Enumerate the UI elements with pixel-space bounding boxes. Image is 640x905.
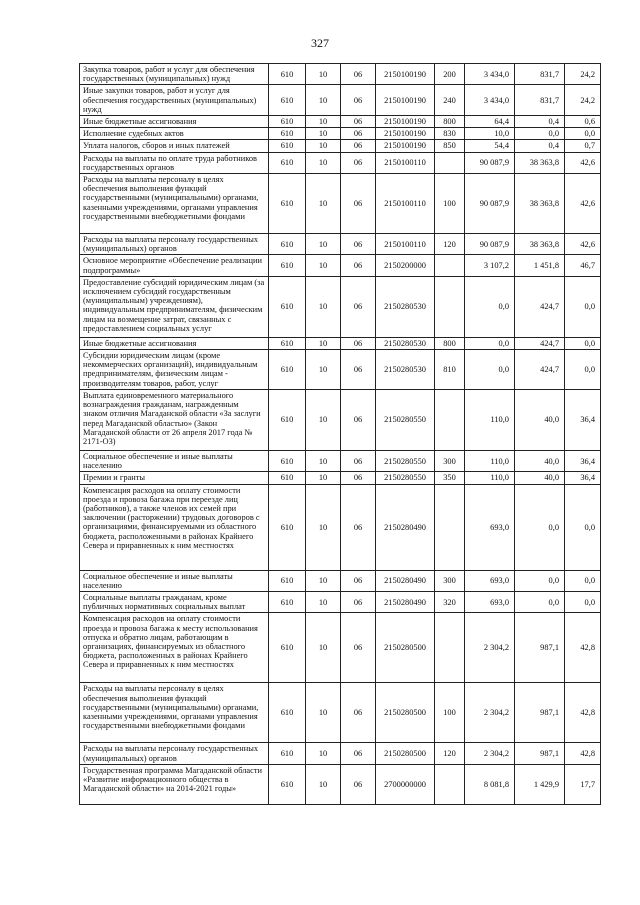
cell-percent: 24,2 xyxy=(565,64,601,85)
cell-percent: 0,0 xyxy=(565,484,601,570)
cell-ministry-code: 610 xyxy=(269,337,306,349)
cell-subsection: 06 xyxy=(341,255,376,276)
table-row xyxy=(80,451,601,472)
table-row xyxy=(80,472,601,484)
cell-executed: 1 451,8 xyxy=(515,255,565,276)
cell-target-article: 2150280530 xyxy=(376,350,435,390)
cell-ministry-code: 610 xyxy=(269,592,306,613)
cell-expense-type: 320 xyxy=(435,592,465,613)
cell-target-article: 2150100190 xyxy=(376,140,435,152)
cell-ministry-code: 610 xyxy=(269,85,306,116)
cell-target-article: 2150280550 xyxy=(376,390,435,451)
cell-ministry-code: 610 xyxy=(269,683,306,743)
cell-subsection: 06 xyxy=(341,234,376,255)
cell-name: Расходы на выплаты персоналу в целях обеспечения выполнения функций государственными (муниципальными) органами, казенными учреждениями, органами управления государственными внебюджетными фондами xyxy=(80,683,269,743)
cell-percent: 42,6 xyxy=(565,152,601,173)
cell-expense-type xyxy=(435,255,465,276)
cell-subsection: 06 xyxy=(341,174,376,234)
cell-section: 10 xyxy=(306,472,341,484)
cell-planned: 3 434,0 xyxy=(465,85,515,116)
cell-target-article: 2150100110 xyxy=(376,234,435,255)
cell-subsection: 06 xyxy=(341,337,376,349)
cell-subsection: 06 xyxy=(341,613,376,683)
cell-target-article: 2150100190 xyxy=(376,85,435,116)
cell-ministry-code: 610 xyxy=(269,128,306,140)
cell-ministry-code: 610 xyxy=(269,484,306,570)
cell-name: Компенсация расходов на оплату стоимости проезда и провоза багажа к месту использования отпуска и обратно лицам, работающим в организациях, финансируемых из областного бюджета, расположенных в районах Крайнего Севера и приравненных к ним местностях xyxy=(80,613,269,683)
cell-name: Предоставление субсидий юридическим лицам (за исключением субсидий государственным (муниципальным) учреждениям), индивидуальным предпринимателям, физическим лицам на возмещение затрат, связанных с предоставлением социальных услуг xyxy=(80,276,269,337)
cell-name: Иные закупки товаров, работ и услуг для обеспечения государственных (муниципальных) нужд xyxy=(80,85,269,116)
cell-target-article: 2150280490 xyxy=(376,592,435,613)
cell-executed: 1 429,9 xyxy=(515,764,565,804)
cell-name: Иные бюджетные ассигнования xyxy=(80,116,269,128)
cell-section: 10 xyxy=(306,337,341,349)
cell-section: 10 xyxy=(306,85,341,116)
cell-name: Социальные выплаты гражданам, кроме публичных нормативных социальных выплат xyxy=(80,592,269,613)
cell-executed: 0,4 xyxy=(515,140,565,152)
cell-executed: 40,0 xyxy=(515,390,565,451)
cell-ministry-code: 610 xyxy=(269,570,306,591)
cell-executed: 38 363,8 xyxy=(515,174,565,234)
cell-expense-type: 800 xyxy=(435,337,465,349)
cell-target-article: 2150280530 xyxy=(376,276,435,337)
cell-section: 10 xyxy=(306,484,341,570)
table-row xyxy=(80,613,601,683)
cell-expense-type xyxy=(435,276,465,337)
cell-percent: 42,8 xyxy=(565,683,601,743)
cell-expense-type: 800 xyxy=(435,116,465,128)
cell-planned: 3 434,0 xyxy=(465,64,515,85)
cell-subsection: 06 xyxy=(341,152,376,173)
cell-ministry-code: 610 xyxy=(269,276,306,337)
cell-target-article: 2150280550 xyxy=(376,451,435,472)
cell-name: Компенсация расходов на оплату стоимости проезда и провоза багажа при переезде лиц (работников), а также членов их семей при заключении (расторжении) трудовых договоров с организациями, финансируемыми из областного бюджета, расположенными в районах Крайнего Севера и приравненных к ним местностях xyxy=(80,484,269,570)
cell-expense-type: 120 xyxy=(435,743,465,764)
cell-percent: 36,4 xyxy=(565,390,601,451)
cell-executed: 0,0 xyxy=(515,128,565,140)
cell-planned: 2 304,2 xyxy=(465,613,515,683)
cell-subsection: 06 xyxy=(341,390,376,451)
cell-executed: 424,7 xyxy=(515,337,565,349)
cell-target-article: 2150200000 xyxy=(376,255,435,276)
cell-percent: 0,0 xyxy=(565,570,601,591)
cell-executed: 424,7 xyxy=(515,350,565,390)
table-row xyxy=(80,592,601,613)
table-row xyxy=(80,743,601,764)
cell-expense-type: 100 xyxy=(435,174,465,234)
cell-section: 10 xyxy=(306,276,341,337)
cell-subsection: 06 xyxy=(341,276,376,337)
cell-ministry-code: 610 xyxy=(269,116,306,128)
cell-name: Премии и гранты xyxy=(80,472,269,484)
cell-target-article: 2150280550 xyxy=(376,472,435,484)
cell-name: Расходы на выплаты по оплате труда работников государственных органов xyxy=(80,152,269,173)
cell-planned: 90 087,9 xyxy=(465,234,515,255)
cell-ministry-code: 610 xyxy=(269,152,306,173)
cell-expense-type xyxy=(435,484,465,570)
table-row xyxy=(80,234,601,255)
cell-planned: 0,0 xyxy=(465,350,515,390)
cell-section: 10 xyxy=(306,255,341,276)
cell-name: Расходы на выплаты персоналу государственных (муниципальных) органов xyxy=(80,743,269,764)
cell-ministry-code: 610 xyxy=(269,234,306,255)
cell-target-article: 2700000000 xyxy=(376,764,435,804)
cell-name: Социальное обеспечение и иные выплаты населению xyxy=(80,570,269,591)
cell-name: Иные бюджетные ассигнования xyxy=(80,337,269,349)
cell-expense-type: 810 xyxy=(435,350,465,390)
cell-executed: 0,0 xyxy=(515,570,565,591)
cell-planned: 10,0 xyxy=(465,128,515,140)
cell-subsection: 06 xyxy=(341,592,376,613)
cell-percent: 0,0 xyxy=(565,592,601,613)
cell-executed: 38 363,8 xyxy=(515,234,565,255)
cell-percent: 0,0 xyxy=(565,128,601,140)
cell-planned: 693,0 xyxy=(465,570,515,591)
cell-ministry-code: 610 xyxy=(269,255,306,276)
cell-expense-type: 300 xyxy=(435,570,465,591)
cell-section: 10 xyxy=(306,683,341,743)
cell-planned: 90 087,9 xyxy=(465,174,515,234)
cell-executed: 38 363,8 xyxy=(515,152,565,173)
table-row xyxy=(80,683,601,743)
cell-ministry-code: 610 xyxy=(269,613,306,683)
cell-expense-type: 350 xyxy=(435,472,465,484)
cell-ministry-code: 610 xyxy=(269,350,306,390)
cell-executed: 0,4 xyxy=(515,116,565,128)
table-row xyxy=(80,128,601,140)
cell-target-article: 2150280500 xyxy=(376,743,435,764)
cell-planned: 8 081,8 xyxy=(465,764,515,804)
cell-section: 10 xyxy=(306,128,341,140)
cell-ministry-code: 610 xyxy=(269,743,306,764)
table-row xyxy=(80,255,601,276)
table-row xyxy=(80,570,601,591)
cell-executed: 0,0 xyxy=(515,592,565,613)
cell-expense-type xyxy=(435,764,465,804)
cell-subsection: 06 xyxy=(341,350,376,390)
cell-ministry-code: 610 xyxy=(269,472,306,484)
cell-subsection: 06 xyxy=(341,764,376,804)
cell-percent: 0,0 xyxy=(565,350,601,390)
cell-name: Социальное обеспечение и иные выплаты населению xyxy=(80,451,269,472)
cell-executed: 424,7 xyxy=(515,276,565,337)
cell-subsection: 06 xyxy=(341,484,376,570)
cell-section: 10 xyxy=(306,116,341,128)
cell-section: 10 xyxy=(306,234,341,255)
cell-ministry-code: 610 xyxy=(269,140,306,152)
cell-percent: 46,7 xyxy=(565,255,601,276)
cell-planned: 2 304,2 xyxy=(465,743,515,764)
cell-section: 10 xyxy=(306,152,341,173)
cell-target-article: 2150280500 xyxy=(376,683,435,743)
cell-section: 10 xyxy=(306,570,341,591)
table-row xyxy=(80,337,601,349)
cell-name: Закупка товаров, работ и услуг для обеспечения государственных (муниципальных) нужд xyxy=(80,64,269,85)
cell-executed: 40,0 xyxy=(515,451,565,472)
cell-name: Основное мероприятие «Обеспечение реализации подпрограммы» xyxy=(80,255,269,276)
cell-section: 10 xyxy=(306,140,341,152)
table-row xyxy=(80,85,601,116)
budget-table-body xyxy=(80,64,601,805)
cell-planned: 110,0 xyxy=(465,472,515,484)
cell-ministry-code: 610 xyxy=(269,764,306,804)
cell-subsection: 06 xyxy=(341,116,376,128)
cell-percent: 36,4 xyxy=(565,472,601,484)
cell-section: 10 xyxy=(306,350,341,390)
cell-planned: 90 087,9 xyxy=(465,152,515,173)
table-row xyxy=(80,484,601,570)
cell-target-article: 2150280490 xyxy=(376,484,435,570)
page-number: 327 xyxy=(311,36,329,50)
cell-expense-type xyxy=(435,390,465,451)
cell-percent: 0,7 xyxy=(565,140,601,152)
cell-target-article: 2150100190 xyxy=(376,64,435,85)
cell-subsection: 06 xyxy=(341,743,376,764)
cell-section: 10 xyxy=(306,764,341,804)
table-row xyxy=(80,764,601,804)
budget-table xyxy=(79,63,601,805)
cell-section: 10 xyxy=(306,592,341,613)
cell-ministry-code: 610 xyxy=(269,451,306,472)
cell-ministry-code: 610 xyxy=(269,64,306,85)
table-row xyxy=(80,116,601,128)
cell-target-article: 2150100110 xyxy=(376,152,435,173)
cell-section: 10 xyxy=(306,451,341,472)
cell-percent: 42,6 xyxy=(565,174,601,234)
cell-section: 10 xyxy=(306,174,341,234)
cell-expense-type: 850 xyxy=(435,140,465,152)
cell-executed: 40,0 xyxy=(515,472,565,484)
cell-subsection: 06 xyxy=(341,128,376,140)
cell-percent: 42,8 xyxy=(565,613,601,683)
table-row xyxy=(80,174,601,234)
cell-percent: 0,0 xyxy=(565,276,601,337)
cell-planned: 110,0 xyxy=(465,451,515,472)
table-row xyxy=(80,276,601,337)
cell-name: Уплата налогов, сборов и иных платежей xyxy=(80,140,269,152)
cell-percent: 36,4 xyxy=(565,451,601,472)
cell-executed: 987,1 xyxy=(515,743,565,764)
cell-ministry-code: 610 xyxy=(269,174,306,234)
cell-percent: 0,6 xyxy=(565,116,601,128)
cell-subsection: 06 xyxy=(341,140,376,152)
cell-name: Государственная программа Магаданской области «Развитие информационного общества в Магаданской области» на 2014-2021 годы» xyxy=(80,764,269,804)
cell-subsection: 06 xyxy=(341,570,376,591)
cell-percent: 0,0 xyxy=(565,337,601,349)
cell-target-article: 2150100190 xyxy=(376,116,435,128)
table-row xyxy=(80,390,601,451)
cell-name: Расходы на выплаты персоналу в целях обеспечения выполнения функций государственными (муниципальными) органами, казенными учреждениями, органами управления государственными внебюджетными фондами xyxy=(80,174,269,234)
table-row xyxy=(80,140,601,152)
cell-planned: 54,4 xyxy=(465,140,515,152)
table-row xyxy=(80,152,601,173)
cell-subsection: 06 xyxy=(341,472,376,484)
cell-expense-type: 240 xyxy=(435,85,465,116)
cell-planned: 3 107,2 xyxy=(465,255,515,276)
cell-section: 10 xyxy=(306,613,341,683)
cell-subsection: 06 xyxy=(341,64,376,85)
table-row xyxy=(80,350,601,390)
cell-target-article: 2150280530 xyxy=(376,337,435,349)
cell-expense-type: 300 xyxy=(435,451,465,472)
cell-target-article: 2150280500 xyxy=(376,613,435,683)
cell-expense-type: 100 xyxy=(435,683,465,743)
cell-subsection: 06 xyxy=(341,683,376,743)
cell-target-article: 2150100190 xyxy=(376,128,435,140)
cell-expense-type xyxy=(435,613,465,683)
cell-section: 10 xyxy=(306,390,341,451)
cell-executed: 987,1 xyxy=(515,613,565,683)
cell-executed: 831,7 xyxy=(515,64,565,85)
cell-planned: 2 304,2 xyxy=(465,683,515,743)
cell-planned: 693,0 xyxy=(465,484,515,570)
cell-target-article: 2150100110 xyxy=(376,174,435,234)
cell-executed: 0,0 xyxy=(515,484,565,570)
cell-expense-type: 200 xyxy=(435,64,465,85)
cell-planned: 693,0 xyxy=(465,592,515,613)
cell-percent: 24,2 xyxy=(565,85,601,116)
cell-planned: 0,0 xyxy=(465,337,515,349)
cell-section: 10 xyxy=(306,743,341,764)
cell-name: Расходы на выплаты персоналу государственных (муниципальных) органов xyxy=(80,234,269,255)
cell-executed: 987,1 xyxy=(515,683,565,743)
cell-percent: 42,8 xyxy=(565,743,601,764)
cell-target-article: 2150280490 xyxy=(376,570,435,591)
cell-subsection: 06 xyxy=(341,451,376,472)
cell-ministry-code: 610 xyxy=(269,390,306,451)
cell-expense-type: 830 xyxy=(435,128,465,140)
cell-planned: 64,4 xyxy=(465,116,515,128)
cell-name: Субсидии юридическим лицам (кроме некоммерческих организаций), индивидуальным предпринимателям, физическим лицам - производителям товаров, работ, услуг xyxy=(80,350,269,390)
cell-name: Исполнение судебных актов xyxy=(80,128,269,140)
cell-planned: 0,0 xyxy=(465,276,515,337)
cell-expense-type: 120 xyxy=(435,234,465,255)
cell-planned: 110,0 xyxy=(465,390,515,451)
table-row xyxy=(80,64,601,85)
cell-subsection: 06 xyxy=(341,85,376,116)
cell-percent: 42,6 xyxy=(565,234,601,255)
cell-section: 10 xyxy=(306,64,341,85)
cell-name: Выплата единовременного материального вознаграждения гражданам, награжденным знаком отличия Магаданской области «За заслуги перед Магаданской областью» (Закон Магаданской области от 26 апреля 2017 года № 2171-ОЗ) xyxy=(80,390,269,451)
cell-expense-type xyxy=(435,152,465,173)
cell-executed: 831,7 xyxy=(515,85,565,116)
cell-percent: 17,7 xyxy=(565,764,601,804)
